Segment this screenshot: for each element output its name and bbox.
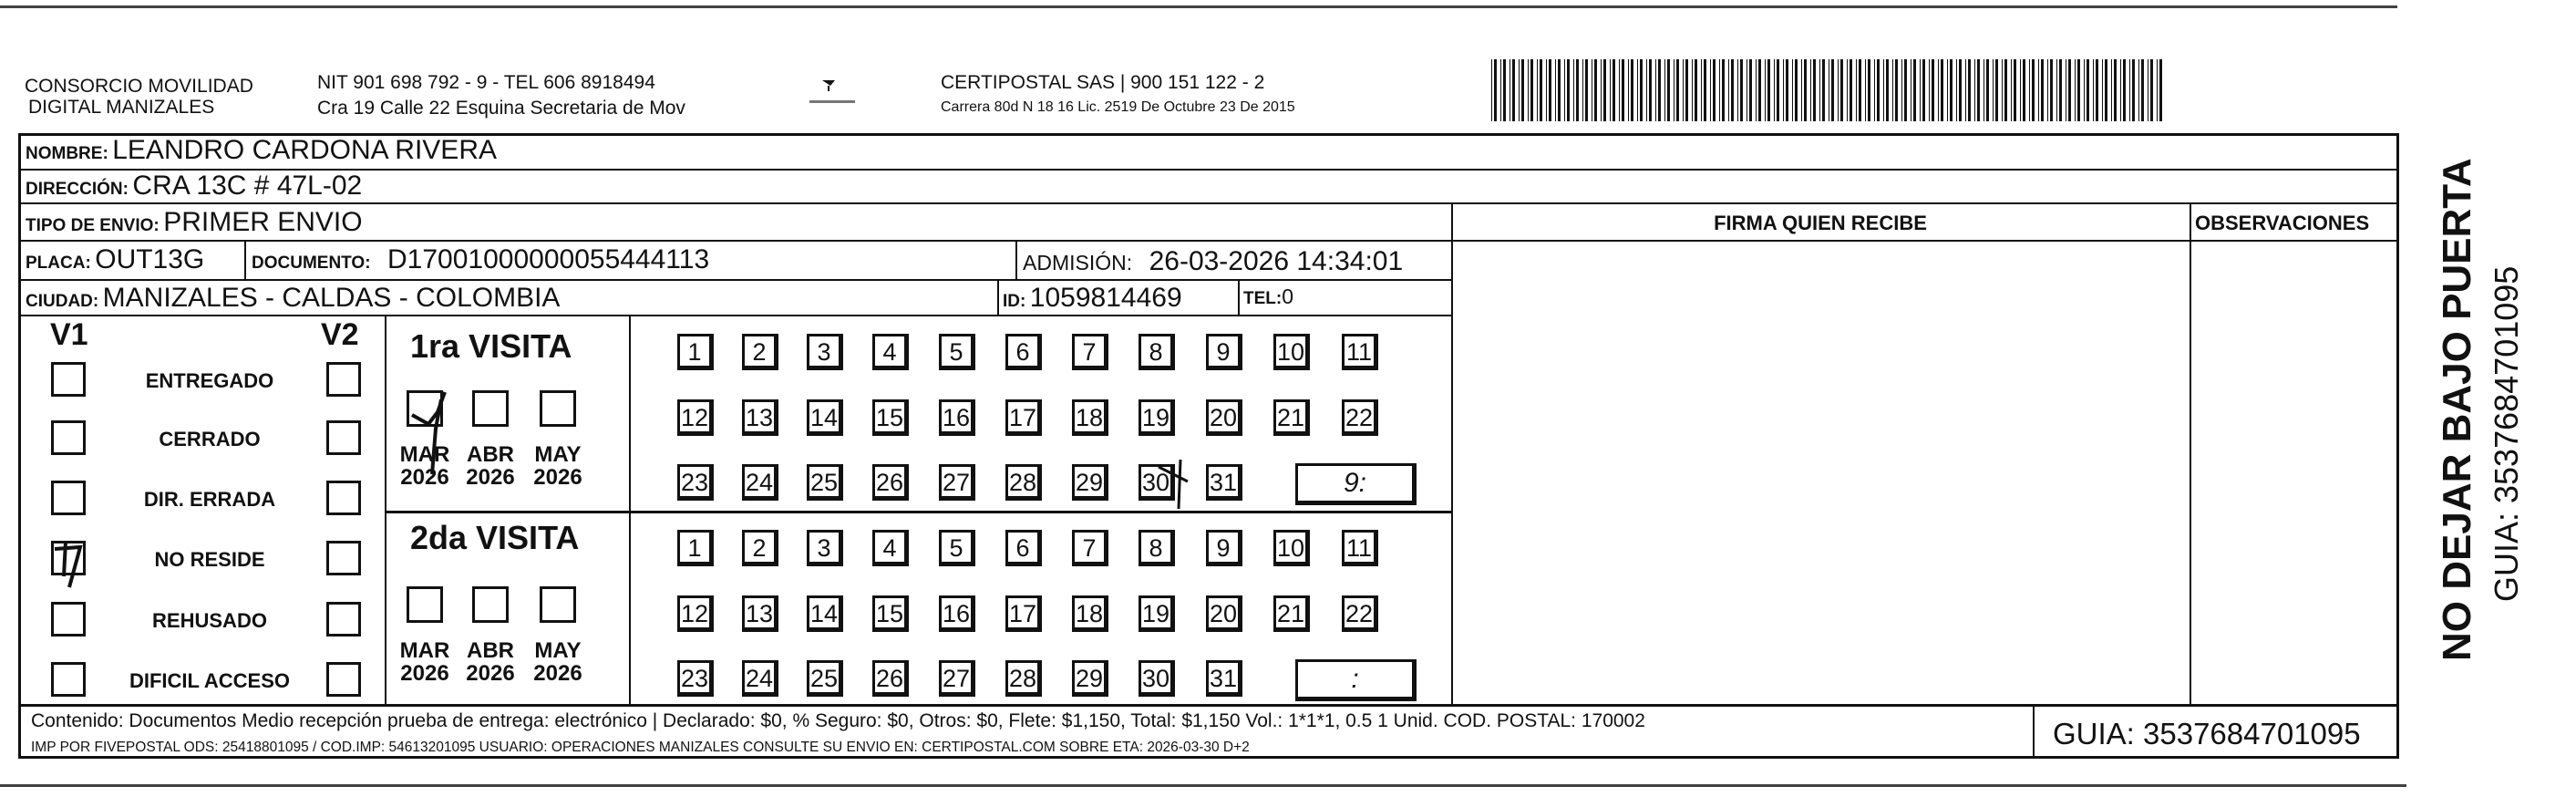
v1-checkbox[interactable] xyxy=(51,602,86,637)
carrier-line2: Carrera 80d N 18 16 Lic. 2519 De Octubre 23 De 2015 xyxy=(941,99,1295,115)
visit2-day-box[interactable]: 22 xyxy=(1342,595,1378,632)
visit1-month-label: MAY 2026 xyxy=(533,442,582,491)
side-guia: GUIA: 3537684701095 xyxy=(2488,265,2525,602)
side-no-dejar: NO DEJAR BAJO PUERTA xyxy=(2435,158,2479,661)
visit1-day-box[interactable]: 5 xyxy=(939,334,975,370)
visit1-day-box[interactable]: 3 xyxy=(807,334,843,370)
visit2-day-box[interactable]: 28 xyxy=(1005,660,1042,697)
handwritten-check-30 xyxy=(1153,452,1199,516)
id-value: 1059814469 xyxy=(1029,283,1182,313)
reason-label: ENTREGADO xyxy=(145,369,274,392)
ciudad-value: MANIZALES - CALDAS - COLOMBIA xyxy=(102,283,561,313)
reason-label: NO RESIDE xyxy=(154,548,265,571)
visit2-day-box[interactable]: 27 xyxy=(939,660,975,697)
footer-contenido: Contenido: Documentos Medio recepción prueba de entrega: electrónico | Declarado: $0, % Seguro: $0, Otros: $0, Flete: $1,150, Total: $1,150 Vol.: 1*1*1, 0.5 1 Unid. COD. POSTAL: 170002 xyxy=(31,710,1645,731)
visit1-day-box[interactable]: 19 xyxy=(1139,399,1175,436)
visit2-day-box[interactable]: 15 xyxy=(872,595,909,632)
visit1-day-box[interactable]: 20 xyxy=(1206,399,1242,436)
visit2-day-box[interactable]: 11 xyxy=(1342,530,1378,566)
visit1-day-box[interactable]: 11 xyxy=(1342,334,1378,370)
visit1-day-box[interactable]: 14 xyxy=(807,399,843,436)
visit2-month-label: MAY 2026 xyxy=(533,638,582,687)
direccion-value: CRA 13C # 47L-02 xyxy=(132,171,363,201)
visit2-day-box[interactable]: 8 xyxy=(1139,530,1175,566)
visit1-day-box[interactable]: 27 xyxy=(939,464,975,501)
documento-row: DOCUMENTO: D17001000000055444113 xyxy=(252,244,710,274)
visit2-day-box[interactable]: 17 xyxy=(1005,595,1042,632)
visit1-day-box[interactable]: 29 xyxy=(1072,464,1108,501)
visit1-day-box[interactable]: 16 xyxy=(939,399,975,436)
tel-row: TEL:0 xyxy=(1243,285,1294,308)
visit2-day-box[interactable]: 5 xyxy=(939,530,975,566)
footer-guia: GUIA: 3537684701095 xyxy=(2053,717,2361,750)
visit2-day-box[interactable]: 21 xyxy=(1273,595,1310,632)
documento-value: D17001000000055444113 xyxy=(387,244,710,274)
visit1-day-box[interactable]: 30 xyxy=(1139,464,1175,501)
visit1-day-box[interactable]: 7 xyxy=(1072,334,1108,370)
visit2-day-box[interactable]: 9 xyxy=(1206,530,1242,566)
firma-area[interactable] xyxy=(1455,243,2188,702)
visit1-time-box[interactable]: 9: xyxy=(1295,463,1417,505)
visit2-month-box[interactable] xyxy=(472,586,509,623)
top-edge xyxy=(0,5,2397,8)
nombre-value: LEANDRO CARDONA RIVERA xyxy=(112,135,497,165)
admision-row: ADMISIÓN: 26-03-2026 14:34:01 xyxy=(1023,246,1404,276)
reason-label: REHUSADO xyxy=(152,609,267,632)
visit1-month-box[interactable] xyxy=(472,390,509,427)
reason-label: DIR. ERRADA xyxy=(143,488,276,511)
visit1-day-box[interactable]: 31 xyxy=(1206,464,1242,501)
visit1-day-box[interactable]: 21 xyxy=(1273,399,1310,436)
ciudad-row: CIUDAD: MANIZALES - CALDAS - COLOMBIA xyxy=(26,283,561,313)
firma-header: FIRMA QUIEN RECIBE xyxy=(1714,212,1927,234)
visit1-month-label: ABR 2026 xyxy=(466,442,515,491)
visit2-day-box[interactable]: 2 xyxy=(742,530,778,566)
visit2-day-box[interactable]: 12 xyxy=(677,595,714,632)
reason-label: CERRADO xyxy=(159,428,261,450)
tipo-value: PRIMER ENVIO xyxy=(163,207,363,237)
barcode xyxy=(1491,59,2166,121)
visit2-day-box[interactable]: 30 xyxy=(1139,660,1175,697)
reason-label: DIFICIL ACCESO xyxy=(129,669,290,692)
v1-checkbox[interactable] xyxy=(51,662,86,697)
visit2-day-box[interactable]: 13 xyxy=(742,595,778,632)
visit1-day-box[interactable]: 23 xyxy=(677,464,714,501)
visit1-day-box[interactable]: 17 xyxy=(1005,399,1042,436)
v2-label: V2 xyxy=(321,317,359,352)
visit1-day-box[interactable]: 28 xyxy=(1005,464,1042,501)
visit1-day-box[interactable]: 2 xyxy=(742,334,778,370)
visit2-month-label: ABR 2026 xyxy=(466,638,515,687)
tipo-row: TIPO DE ENVIO: PRIMER ENVIO xyxy=(26,207,363,237)
v1-checkbox[interactable] xyxy=(51,481,86,515)
visit2-day-box[interactable]: 31 xyxy=(1206,660,1242,697)
visit2-day-box[interactable]: 25 xyxy=(807,660,843,697)
tel-value: 0 xyxy=(1282,285,1294,308)
visit1-day-box[interactable]: 6 xyxy=(1005,334,1042,370)
visit2-day-box[interactable]: 3 xyxy=(807,530,843,566)
admision-value: 26-03-2026 14:34:01 xyxy=(1149,246,1404,276)
visit2-day-box[interactable]: 18 xyxy=(1072,595,1108,632)
v2-checkbox[interactable] xyxy=(326,602,361,637)
visit2-day-box[interactable]: 23 xyxy=(677,660,714,697)
visit2-month-box[interactable] xyxy=(540,586,576,623)
nit-line: NIT 901 698 792 - 9 - TEL 606 8918494 xyxy=(317,72,655,93)
visit2-day-box[interactable]: 6 xyxy=(1005,530,1042,566)
visit2-day-box[interactable]: 1 xyxy=(677,530,714,566)
visit2-day-box[interactable]: 20 xyxy=(1206,595,1242,632)
visit1-day-box[interactable]: 9 xyxy=(1206,334,1242,370)
carrier-logo-icon xyxy=(802,73,866,119)
visit1-month-label: MAR 2026 xyxy=(399,442,450,491)
visit1-day-box[interactable]: 13 xyxy=(742,399,778,436)
v2-checkbox[interactable] xyxy=(326,362,361,397)
bottom-edge xyxy=(0,784,2406,787)
visit2-day-box[interactable]: 7 xyxy=(1072,530,1108,566)
v1-label: V1 xyxy=(50,317,88,352)
visit1-day-box[interactable]: 12 xyxy=(677,399,714,436)
visit1-month-box[interactable] xyxy=(540,390,576,427)
handwritten-check-mar xyxy=(401,383,465,483)
v2-checkbox[interactable] xyxy=(326,481,361,515)
v2-checkbox[interactable] xyxy=(326,541,361,575)
carrier-line1: CERTIPOSTAL SAS | 900 151 122 - 2 xyxy=(941,72,1265,93)
visit1-day-box[interactable]: 18 xyxy=(1072,399,1108,436)
visit1-day-box[interactable]: 22 xyxy=(1342,399,1378,436)
direccion-row: DIRECCIÓN: CRA 13C # 47L-02 xyxy=(26,171,363,201)
visit2-day-box[interactable]: 10 xyxy=(1273,530,1310,566)
visit1-day-box[interactable]: 26 xyxy=(872,464,909,501)
visit2-time-box[interactable]: : xyxy=(1295,659,1417,701)
address-line: Cra 19 Calle 22 Esquina Secretaria de Mov xyxy=(317,98,685,119)
visit2-day-box[interactable]: 14 xyxy=(807,595,843,632)
visit1-day-box[interactable]: 1 xyxy=(677,334,714,370)
visit1-day-box[interactable]: 15 xyxy=(872,399,909,436)
placa-value: OUT13G xyxy=(95,244,205,274)
visit2-day-box[interactable]: 4 xyxy=(872,530,909,566)
v2-checkbox[interactable] xyxy=(326,662,361,697)
visit2-title: 2da VISITA xyxy=(410,519,580,556)
visit1-title: 1ra VISITA xyxy=(410,327,572,365)
handwritten-check-no-reside xyxy=(47,536,93,591)
visit2-day-box[interactable]: 24 xyxy=(742,660,778,697)
visit2-day-box[interactable]: 16 xyxy=(939,595,975,632)
visit1-day-box[interactable]: 4 xyxy=(872,334,909,370)
visit1-day-box[interactable]: 8 xyxy=(1139,334,1175,370)
visit1-day-box[interactable]: 25 xyxy=(807,464,843,501)
v2-checkbox[interactable] xyxy=(326,420,361,455)
visit1-day-box[interactable]: 10 xyxy=(1273,334,1310,370)
v1-checkbox[interactable] xyxy=(51,362,86,397)
visit2-day-box[interactable]: 29 xyxy=(1072,660,1108,697)
visit2-day-box[interactable]: 19 xyxy=(1139,595,1175,632)
nombre-row: NOMBRE: LEANDRO CARDONA RIVERA xyxy=(26,135,497,165)
company-line1: CONSORCIO MOVILIDAD xyxy=(25,76,253,97)
visit2-month-box[interactable] xyxy=(407,586,443,623)
observaciones-header: OBSERVACIONES xyxy=(2195,212,2370,234)
visit2-day-box[interactable]: 26 xyxy=(872,660,909,697)
placa-row: PLACA: OUT13G xyxy=(26,244,205,274)
footer-imp: IMP POR FIVEPOSTAL ODS: 25418801095 / COD.IMP: 54613201095 USUARIO: OPERACIONES MANIZALES CONSULTE SU ENVIO EN: CERTIPOSTAL.COM SOBRE ETA: 2026-03-30 D+2 xyxy=(31,740,1250,755)
v1-checkbox[interactable] xyxy=(51,420,86,455)
visit1-day-box[interactable]: 24 xyxy=(742,464,778,501)
id-row: ID: 1059814469 xyxy=(1003,283,1182,313)
visit2-month-label: MAR 2026 xyxy=(399,638,450,687)
company-line2: DIGITAL MANIZALES xyxy=(28,97,215,118)
observaciones-area[interactable] xyxy=(2193,243,2396,702)
